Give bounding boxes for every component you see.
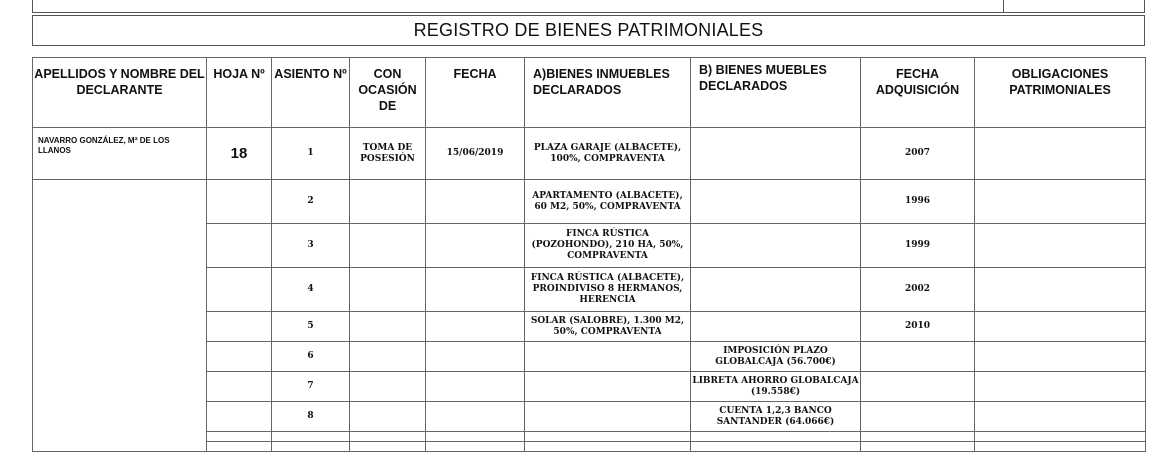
adquisicion-cell: 1996 [861,180,975,224]
asiento-cell [272,442,350,452]
ocasion-cell [350,180,426,224]
inmuebles-cell: PLAZA GARAJE (ALBACETE), 100%, COMPRAVENTA [525,128,691,180]
muebles-cell [691,180,861,224]
header-inmuebles: A)BIENES INMUEBLES DECLARADOS [525,58,691,128]
ocasion-cell: TOMA DE POSESIÓN [350,128,426,180]
hoja-cell [207,224,272,268]
top-strip-divider [1003,0,1004,13]
obligaciones-cell [975,372,1146,402]
header-obligaciones: OBLIGACIONES PATRIMONIALES [975,58,1146,128]
adquisicion-cell: 1999 [861,224,975,268]
ocasion-cell [350,432,426,442]
header-adquisicion: FECHA ADQUISICIÓN [861,58,975,128]
fecha-cell [426,402,525,432]
obligaciones-cell [975,342,1146,372]
muebles-cell [691,442,861,452]
muebles-cell [691,312,861,342]
obligaciones-cell [975,224,1146,268]
fecha-cell [426,180,525,224]
hoja-cell [207,372,272,402]
inmuebles-cell: SOLAR (SALOBRE), 1.300 M2, 50%, COMPRAVENTA [525,312,691,342]
muebles-cell [691,128,861,180]
muebles-cell [691,224,861,268]
hoja-cell [207,342,272,372]
adquisicion-cell: 2002 [861,268,975,312]
ocasion-cell [350,402,426,432]
ocasion-cell [350,342,426,372]
fecha-cell [426,268,525,312]
adquisicion-cell [861,442,975,452]
fecha-cell [426,432,525,442]
obligaciones-cell [975,432,1146,442]
hoja-number: 18 [207,128,272,180]
inmuebles-cell: FINCA RÚSTICA (POZOHONDO), 210 HA, 50%, COMPRAVENTA [525,224,691,268]
document-title: REGISTRO DE BIENES PATRIMONIALES [32,15,1145,46]
declarant-name: NAVARRO GONZÁLEZ, Mª DE LOS LLANOS [33,128,207,180]
muebles-cell: CUENTA 1,2,3 BANCO SANTANDER (64.066€) [691,402,861,432]
asiento-cell: 4 [272,268,350,312]
obligaciones-cell [975,128,1146,180]
obligaciones-cell [975,312,1146,342]
hoja-cell [207,268,272,312]
header-muebles: B) BIENES MUEBLES DECLARADOS [691,58,861,128]
fecha-cell: 15/06/2019 [426,128,525,180]
inmuebles-cell: APARTAMENTO (ALBACETE), 60 M2, 50%, COMPRAVENTA [525,180,691,224]
adquisicion-cell: 2007 [861,128,975,180]
adquisicion-cell [861,402,975,432]
obligaciones-cell [975,180,1146,224]
header-row [33,58,1146,128]
table-row [33,128,1146,180]
header-declarante: APELLIDOS Y NOMBRE DEL DECLARANTE [33,58,207,128]
fecha-cell [426,442,525,452]
asiento-cell: 5 [272,312,350,342]
hoja-cell [207,402,272,432]
hoja-cell [207,180,272,224]
adquisicion-cell: 2010 [861,312,975,342]
header-hoja: HOJA Nº [207,58,272,128]
ocasion-cell [350,442,426,452]
obligaciones-cell [975,268,1146,312]
asiento-cell [272,432,350,442]
asiento-cell: 2 [272,180,350,224]
asiento-cell: 1 [272,128,350,180]
adquisicion-cell [861,372,975,402]
hoja-cell [207,312,272,342]
asiento-cell: 3 [272,224,350,268]
ocasion-cell [350,372,426,402]
inmuebles-cell [525,432,691,442]
muebles-cell: IMPOSICIÓN PLAZO GLOBALCAJA (56.700€) [691,342,861,372]
top-form-strip [32,0,1145,13]
assets-register-table [32,57,1146,452]
muebles-cell: LIBRETA AHORRO GLOBALCAJA (19.558€) [691,372,861,402]
inmuebles-cell [525,342,691,372]
adquisicion-cell [861,432,975,442]
hoja-cell [207,442,272,452]
hoja-cell [207,432,272,442]
fecha-cell [426,312,525,342]
inmuebles-cell: FINCA RÚSTICA (ALBACETE), PROINDIVISO 8 HERMANOS, HERENCIA [525,268,691,312]
fecha-cell [426,342,525,372]
table-row [33,180,1146,224]
fecha-cell [426,224,525,268]
fecha-cell [426,372,525,402]
obligaciones-cell [975,442,1146,452]
ocasion-cell [350,312,426,342]
inmuebles-cell [525,402,691,432]
ocasion-cell [350,268,426,312]
header-fecha: FECHA [426,58,525,128]
muebles-cell [691,432,861,442]
declarant-name-empty [33,180,207,452]
obligaciones-cell [975,402,1146,432]
asiento-cell: 6 [272,342,350,372]
header-ocasion: CON OCASIÓN DE [350,58,426,128]
header-asiento: ASIENTO Nº [272,58,350,128]
inmuebles-cell [525,372,691,402]
asiento-cell: 8 [272,402,350,432]
inmuebles-cell [525,442,691,452]
muebles-cell [691,268,861,312]
adquisicion-cell [861,342,975,372]
ocasion-cell [350,224,426,268]
asiento-cell: 7 [272,372,350,402]
